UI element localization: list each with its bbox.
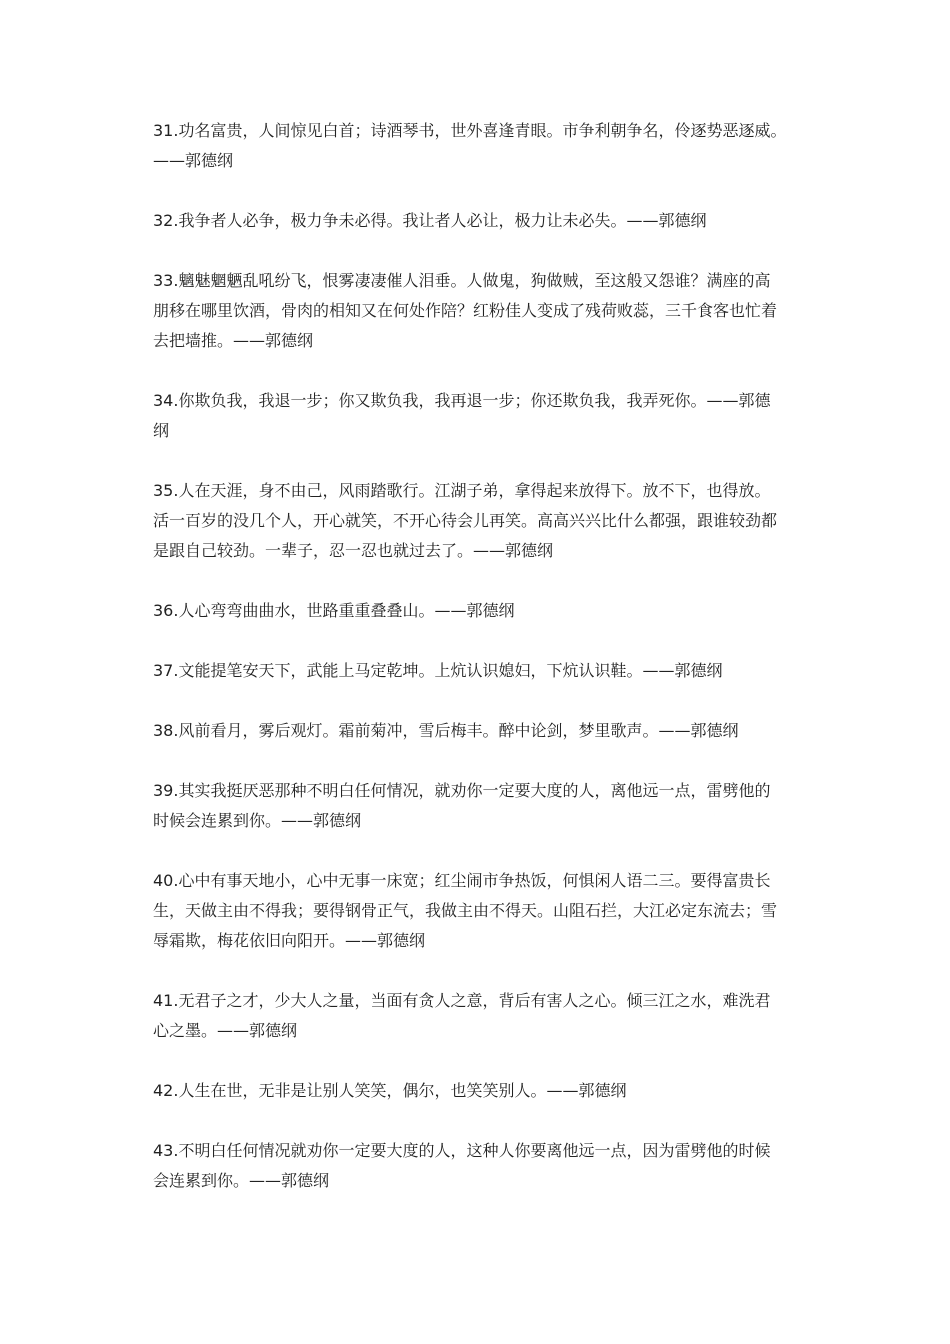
quote-list bbox=[153, 116, 813, 1226]
quote-31: 31.功名富贵，人间惊见白首；诗酒琴书，世外喜逢青眼。市争利朝争名，伶逐势恶逐威。——郭德纲 bbox=[153, 121, 787, 170]
quote-37: 37.文能提笔安天下，武能上马定乾坤。上炕认识媳妇，下炕认识鞋。——郭德纲 bbox=[153, 661, 723, 680]
quote-41: 41.无君子之才，少大人之量，当面有贪人之意，背后有害人之心。倾三江之水，难洗君心之墨。——郭德纲 bbox=[153, 991, 771, 1040]
quote-32: 32.我争者人必争，极力争未必得。我让者人必让，极力让未必失。——郭德纲 bbox=[153, 211, 707, 230]
quote-40: 40.心中有事天地小，心中无事一床宽；红尘闹市争热饭，何惧闲人语二三。要得富贵长生，天做主由不得我；要得钢骨正气，我做主由不得天。山阻石拦，大江必定东流去；雪辱霜欺，梅花依旧向阳开。——郭德纲 bbox=[153, 871, 778, 950]
quote-36: 36.人心弯弯曲曲水，世路重重叠叠山。——郭德纲 bbox=[153, 601, 515, 620]
quote-38: 38.风前看月，雾后观灯。霜前菊冲，雪后梅丰。醉中论剑，梦里歌声。——郭德纲 bbox=[153, 721, 739, 740]
quote-33: 33.魑魅魍魉乱吼纷飞，恨雾凄凄催人泪垂。人做鬼，狗做贼，至这般又怨谁？满座的高朋移在哪里饮酒，骨肉的相知又在何处作陪？红粉佳人变成了残荷败蕊，三千食客也忙着去把墙推。——郭德纲 bbox=[153, 271, 778, 350]
quote-43: 43.不明白任何情况就劝你一定要大度的人，这种人你要离他远一点，因为雷劈他的时候会连累到你。——郭德纲 bbox=[153, 1141, 771, 1190]
quote-39: 39.其实我挺厌恶那种不明白任何情况，就劝你一定要大度的人，离他远一点，雷劈他的时候会连累到你。——郭德纲 bbox=[153, 781, 771, 830]
quote-34: 34.你欺负我，我退一步；你又欺负我，我再退一步；你还欺负我，我弄死你。——郭德纲 bbox=[153, 391, 771, 440]
quote-42: 42.人生在世，无非是让别人笑笑，偶尔，也笑笑别人。——郭德纲 bbox=[153, 1081, 627, 1100]
quote-35: 35.人在天涯，身不由己，风雨踏歌行。江湖子弟，拿得起来放得下。放不下，也得放。活一百岁的没几个人，开心就笑，不开心待会儿再笑。高高兴兴比什么都强，跟谁较劲都是跟自己较劲。一辈子，忍一忍也就过去了。——郭德纲 bbox=[153, 481, 778, 560]
